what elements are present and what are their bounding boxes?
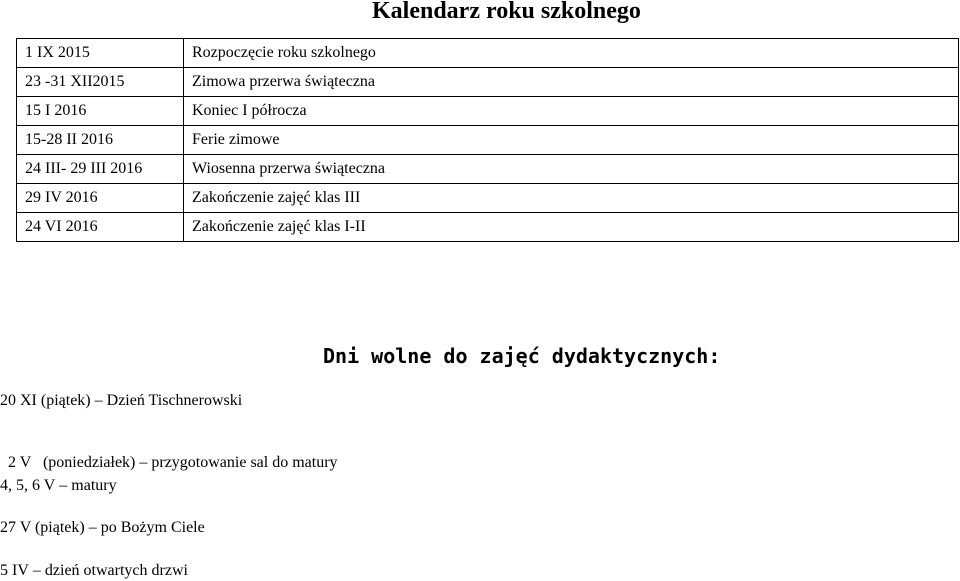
date-cell: 15 I 2016 (17, 97, 184, 126)
free-day-date: 2 V (poniedziałek) (8, 454, 136, 471)
dash-separator: – (32, 562, 41, 579)
event-cell: Zakończenie zajęć klas III (184, 184, 959, 213)
free-day-date: 27 V (piątek) (0, 519, 85, 536)
date-cell: 24 VI 2016 (17, 213, 184, 242)
event-cell: Zimowa przerwa świąteczna (184, 68, 959, 97)
free-day-description: przygotowanie sal do matury (151, 454, 338, 471)
event-cell: Wiosenna przerwa świąteczna (184, 155, 959, 184)
dash-separator: – (88, 519, 97, 536)
event-cell: Koniec I półrocza (184, 97, 959, 126)
free-day-description: po Bożym Ciele (100, 519, 205, 536)
date-cell: 24 III- 29 III 2016 (17, 155, 184, 184)
free-day-item (0, 391, 242, 411)
free-day-item (0, 476, 117, 496)
date-cell: 23 -31 XII2015 (17, 68, 184, 97)
table-row (17, 39, 959, 68)
dash-separator: – (59, 477, 68, 494)
free-day-date: 20 XI (piątek) (0, 392, 91, 409)
event-cell: Rozpoczęcie roku szkolnego (184, 39, 959, 68)
free-day-item (0, 433, 338, 473)
dash-separator: – (94, 392, 103, 409)
table-row (17, 97, 959, 126)
event-cell: Zakończenie zajęć klas I-II (184, 213, 959, 242)
date-cell: 1 IX 2015 (17, 39, 184, 68)
free-day-date: 5 IV (0, 562, 29, 579)
table-row (17, 126, 959, 155)
school-calendar-table (16, 38, 959, 242)
free-day-description: Dzień Tischnerowski (106, 392, 243, 409)
table-row (17, 184, 959, 213)
free-day-date: 4, 5, 6 V (0, 477, 56, 494)
free-day-item (0, 561, 188, 581)
table-row (17, 68, 959, 97)
date-cell: 29 IV 2016 (17, 184, 184, 213)
dash-separator: – (139, 454, 148, 471)
date-cell: 15-28 II 2016 (17, 126, 184, 155)
free-day-description: dzień otwartych drzwi (44, 562, 188, 579)
page-title: Kalendarz roku szkolnego (372, 0, 641, 24)
event-cell: Ferie zimowe (184, 126, 959, 155)
free-days-heading: Dni wolne do zajęć dydaktycznych: (323, 344, 721, 368)
table-row (17, 213, 959, 242)
free-day-description: matury (71, 477, 117, 494)
free-day-item (0, 518, 205, 538)
table-row (17, 155, 959, 184)
